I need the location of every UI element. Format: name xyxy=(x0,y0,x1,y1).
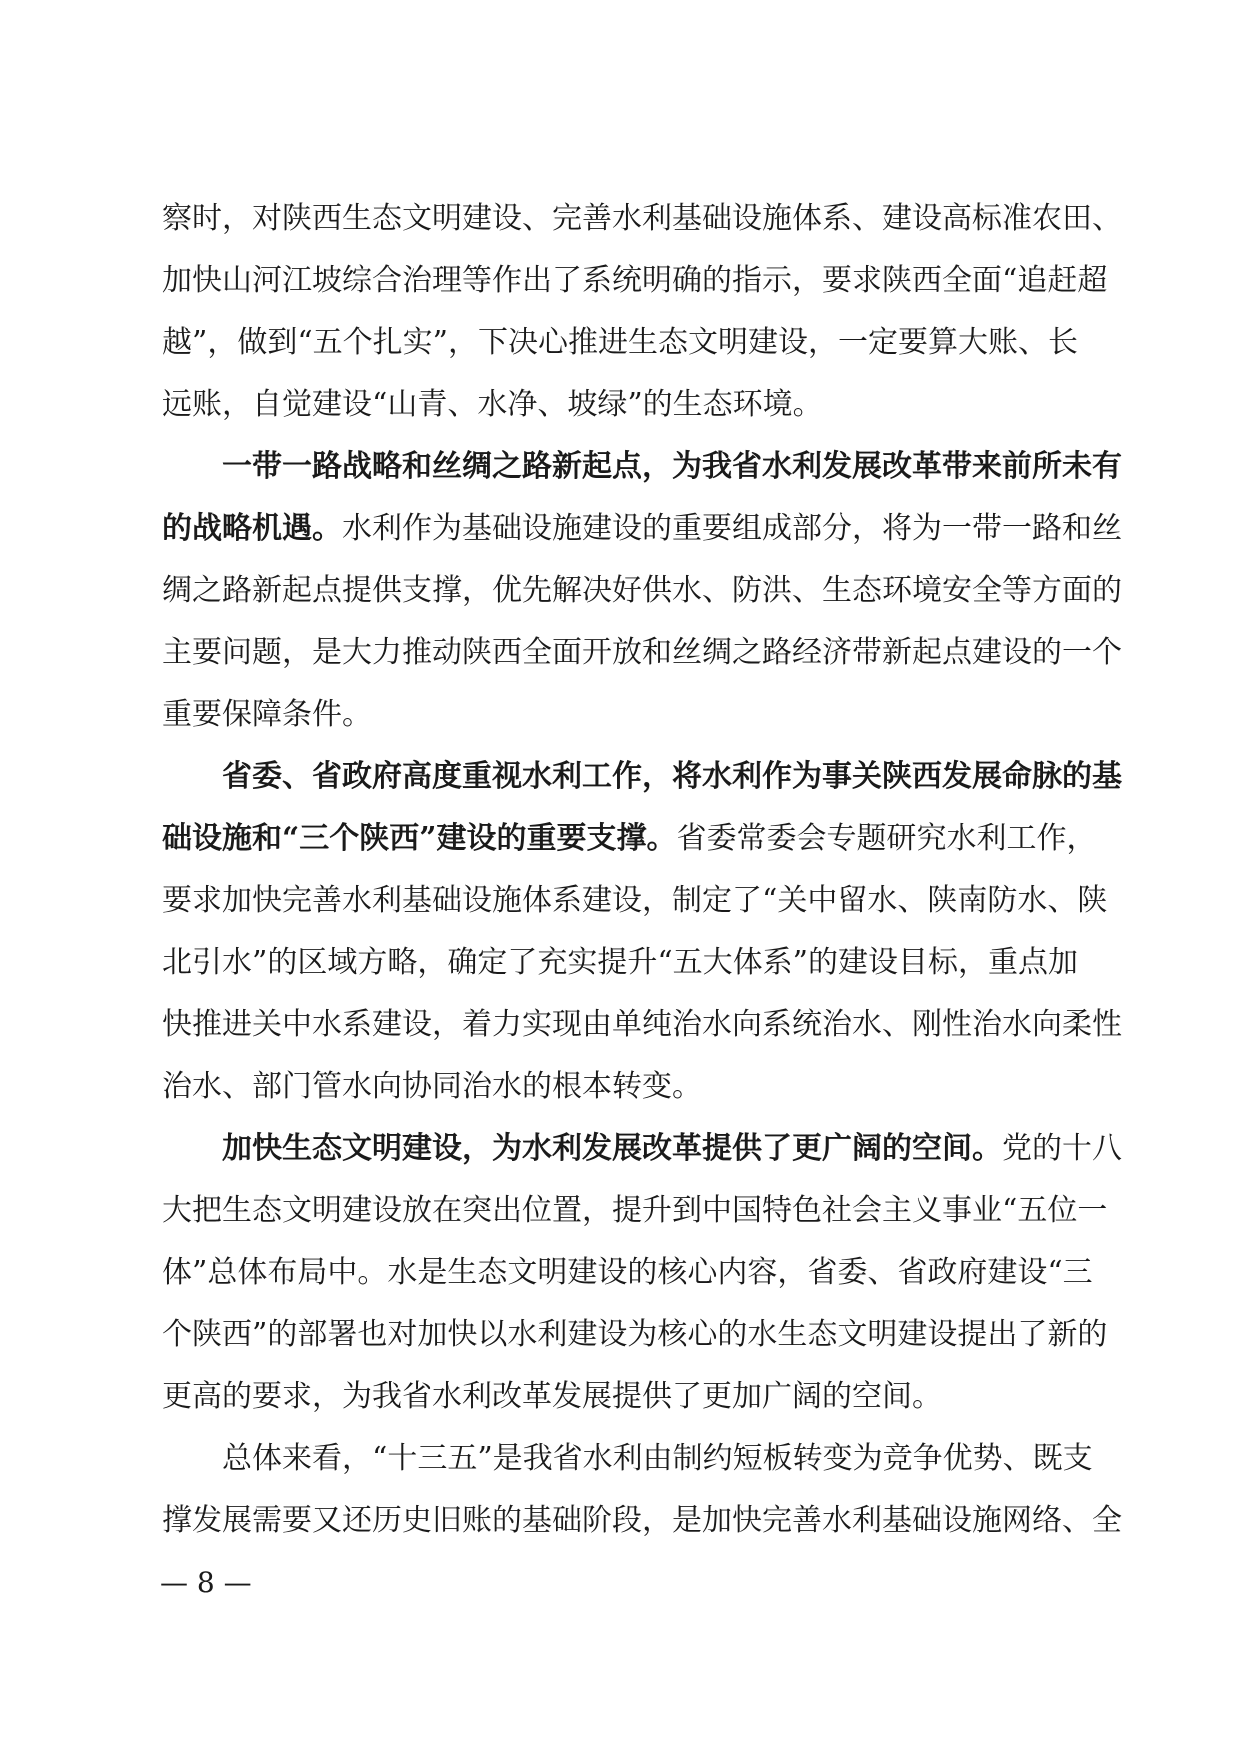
text-line: 要求加快完善水利基础设施体系建设，制定了“关中留水、陕南防水、陕 xyxy=(162,883,1108,918)
text-line: 重要保障条件。 xyxy=(162,697,372,732)
text-line xyxy=(162,1118,1122,1180)
text-line: 治水、部门管水向协同治水的根本转变。 xyxy=(162,1069,702,1104)
page-number: — 8 — xyxy=(160,1566,252,1599)
text-run: 党的十八 xyxy=(1002,1131,1122,1166)
text-line: 越”，做到“五个扎实”，下决心推进生态文明建设，一定要算大账、长 xyxy=(162,325,1079,360)
paragraph-heading: 一带一路战略和丝绸之路新起点，为我省水利发展改革带来前所未有 xyxy=(222,449,1122,484)
paragraph-heading-end: 的战略机遇。 xyxy=(162,511,342,546)
text-line: 察时，对陕西生态文明建设、完善水利基础设施体系、建设高标准农田、 xyxy=(162,201,1122,236)
text-line: 加快山河江坡综合治理等作出了系统明确的指示，要求陕西全面“追赶超 xyxy=(162,263,1108,298)
text-line: 北引水”的区域方略，确定了充实提升“五大体系”的建设目标，重点加 xyxy=(162,945,1079,980)
paragraph-1 xyxy=(162,188,1122,436)
paragraph-3 xyxy=(162,746,1122,1118)
document-body xyxy=(162,188,1122,1552)
text-run: 水利作为基础设施建设的重要组成部分，将为一带一路和丝 xyxy=(342,511,1122,546)
text-line: 体”总体布局中。水是生态文明建设的核心内容，省委、省政府建设“三 xyxy=(162,1255,1093,1290)
text-line: 大把生态文明建设放在突出位置，提升到中国特色社会主义事业“五位一 xyxy=(162,1193,1108,1228)
text-line: 更高的要求，为我省水利改革发展提供了更加广阔的空间。 xyxy=(162,1379,942,1414)
text-line: 远账，自觉建设“山青、水净、坡绿”的生态环境。 xyxy=(162,387,823,422)
paragraph-5 xyxy=(162,1428,1122,1552)
paragraph-2 xyxy=(162,436,1122,746)
text-line: 绸之路新起点提供支撑，优先解决好供水、防洪、生态环境安全等方面的 xyxy=(162,573,1122,608)
text-line: 快推进关中水系建设，着力实现由单纯治水向系统治水、刚性治水向柔性 xyxy=(162,1007,1122,1042)
text-run: 省委常委会专题研究水利工作， xyxy=(676,821,1097,856)
text-line: 主要问题，是大力推动陕西全面开放和丝绸之路经济带新起点建设的一个 xyxy=(162,635,1122,670)
paragraph-4 xyxy=(162,1118,1122,1428)
text-line: 总体来看，“十三五”是我省水利由制约短板转变为竞争优势、既支 xyxy=(222,1441,1093,1476)
text-line: 撑发展需要又还历史旧账的基础阶段，是加快完善水利基础设施网络、全 xyxy=(162,1503,1122,1538)
text-line xyxy=(162,498,1122,560)
text-line: 个陕西”的部署也对加快以水利建设为核心的水生态文明建设提出了新的 xyxy=(162,1317,1108,1352)
text-line xyxy=(162,808,1097,870)
paragraph-heading: 省委、省政府高度重视水利工作，将水利作为事关陕西发展命脉的基 xyxy=(222,759,1122,794)
paragraph-heading-end: 础设施和“三个陕西”建设的重要支撑。 xyxy=(162,821,677,856)
paragraph-heading: 加快生态文明建设，为水利发展改革提供了更广阔的空间。 xyxy=(222,1131,1002,1166)
